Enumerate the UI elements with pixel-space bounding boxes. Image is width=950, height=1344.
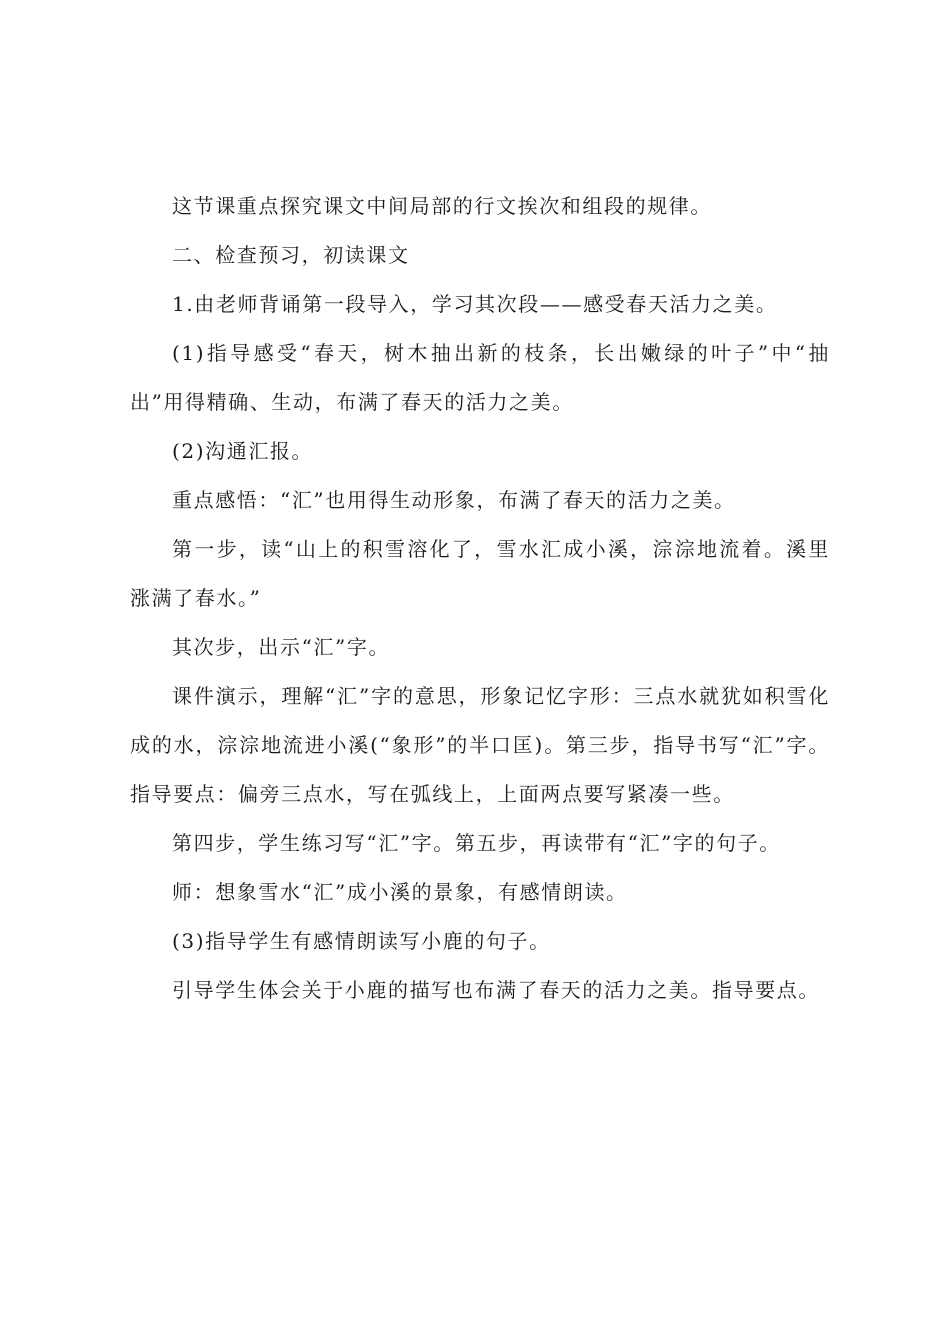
paragraph-12: (3)指导学生有感情朗读写小鹿的句子。 bbox=[172, 929, 551, 953]
paragraph-10: 第四步，学生练习写“汇”字。第五步，再读带有“汇”字的句子。 bbox=[172, 831, 781, 855]
paragraph-4: (1)指导感受“春天，树木抽出新的枝条，长出嫩绿的叶子”中“抽出”用得精确、生动，布满了春天的活力之美。 bbox=[130, 341, 830, 414]
paragraph-7: 第一步，读“山上的积雪溶化了，雪水汇成小溪，淙淙地流着。溪里涨满了春水。” bbox=[130, 537, 830, 610]
paragraph-9: 课件演示，理解“汇”字的意思，形象记忆字形：三点水就犹如积雪化成的水，淙淙地流进小溪(“象形”的半口匡)。第三步，指导书写“汇”字。指导要点：偏旁三点水，写在弧线上，上面两点要写紧凑一些。 bbox=[130, 684, 830, 806]
paragraph-3: 1.由老师背诵第一段导入，学习其次段——感受春天活力之美。 bbox=[172, 292, 778, 316]
paragraph-8: 其次步，出示“汇”字。 bbox=[172, 635, 391, 659]
document-body bbox=[130, 182, 830, 1015]
paragraph-5: (2)沟通汇报。 bbox=[172, 439, 314, 463]
paragraph-13: 引导学生体会关于小鹿的描写也布满了春天的活力之美。指导要点。 bbox=[172, 978, 820, 1002]
paragraph-6: 重点感悟：“汇”也用得生动形象，布满了春天的活力之美。 bbox=[172, 488, 736, 512]
paragraph-11: 师：想象雪水“汇”成小溪的景象，有感情朗读。 bbox=[172, 880, 628, 904]
paragraph-1: 这节课重点探究课文中间局部的行文挨次和组段的规律。 bbox=[172, 194, 712, 218]
paragraph-2: 二、检查预习，初读课文 bbox=[172, 243, 410, 267]
